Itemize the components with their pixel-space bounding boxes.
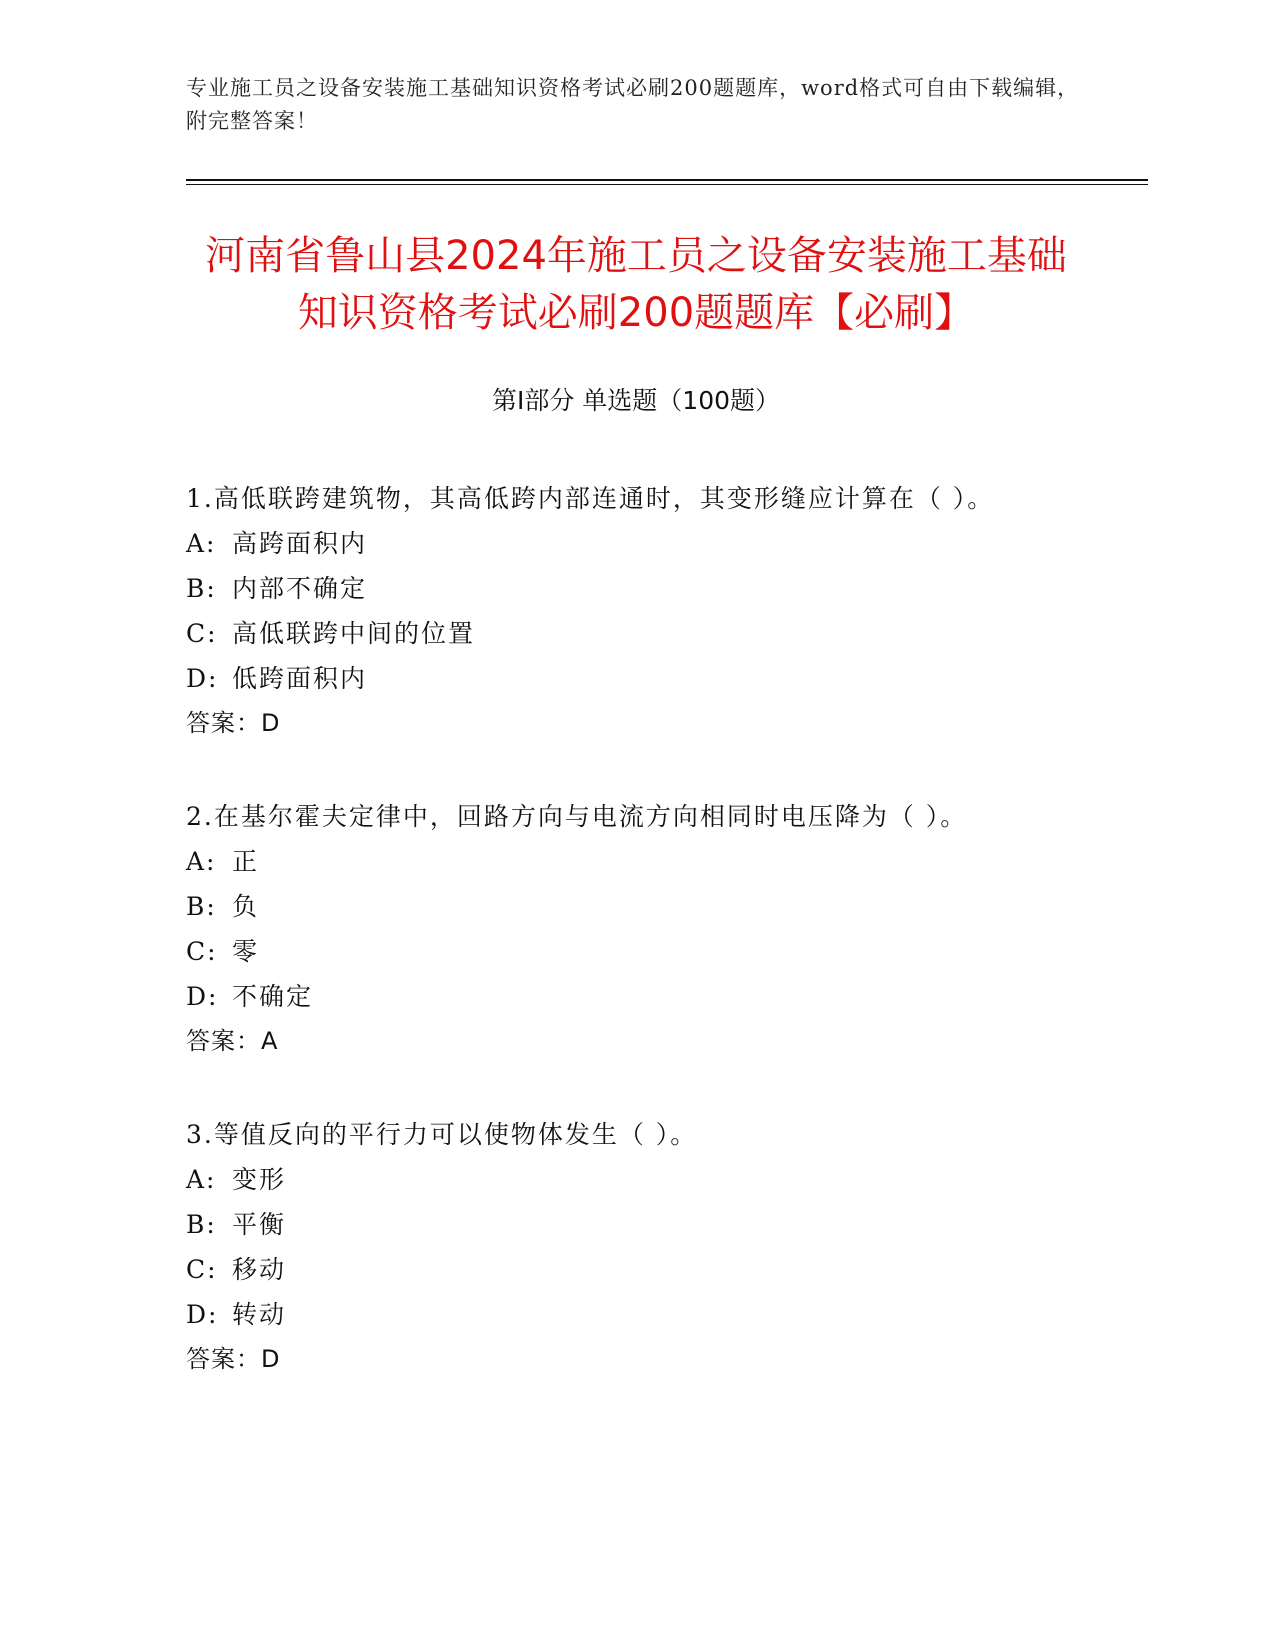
option-text: 高跨面积内 <box>232 529 368 558</box>
option-d <box>186 656 1146 701</box>
option-letter: C: <box>186 619 218 648</box>
option-d <box>186 1292 1146 1337</box>
question-stem: 1.高低联跨建筑物，其高低跨内部连通时，其变形缝应计算在（ ）。 <box>186 484 995 513</box>
option-b <box>186 566 1146 611</box>
option-text: 平衡 <box>232 1210 287 1239</box>
question-block <box>186 794 1146 1064</box>
answer-line: 答案：A <box>186 1027 279 1055</box>
option-text: 正 <box>232 847 260 876</box>
option-a <box>186 521 1146 566</box>
section-heading: 第Ⅰ部分 单选题（100题） <box>491 386 781 415</box>
option-text: 变形 <box>232 1165 287 1194</box>
option-text: 移动 <box>232 1255 287 1284</box>
document-title: 河南省鲁山县2024年施工员之设备安装施工基础知识资格考试必刷200题题库【必刷】 <box>205 233 1067 336</box>
header-divider-thick <box>186 179 1148 181</box>
option-text: 内部不确定 <box>232 574 368 603</box>
answer-line: 答案：D <box>186 709 281 737</box>
option-text: 低跨面积内 <box>232 664 368 693</box>
option-text: 高低联跨中间的位置 <box>232 619 476 648</box>
answer-line: 答案：D <box>186 1345 281 1373</box>
option-letter: B: <box>186 1210 217 1239</box>
option-text: 负 <box>232 892 260 921</box>
option-a <box>186 1157 1146 1202</box>
option-letter: D: <box>186 1300 219 1329</box>
option-letter: C: <box>186 937 218 966</box>
option-c <box>186 1247 1146 1292</box>
option-c <box>186 611 1146 656</box>
option-letter: D: <box>186 982 219 1011</box>
option-text: 零 <box>232 937 260 966</box>
option-letter: A: <box>186 529 217 558</box>
header-divider-thin <box>186 184 1148 185</box>
option-c <box>186 929 1146 974</box>
option-letter: D: <box>186 664 219 693</box>
option-text: 转动 <box>232 1300 287 1329</box>
option-b <box>186 884 1146 929</box>
header-note: 专业施工员之设备安装施工基础知识资格考试必刷200题题库，word格式可自由下载编辑，附完整答案！ <box>186 76 1080 133</box>
option-text: 不确定 <box>232 982 314 1011</box>
option-letter: C: <box>186 1255 218 1284</box>
option-letter: A: <box>186 1165 217 1194</box>
option-d <box>186 974 1146 1019</box>
question-block <box>186 1112 1146 1382</box>
option-letter: B: <box>186 892 217 921</box>
option-b <box>186 1202 1146 1247</box>
option-letter: A: <box>186 847 217 876</box>
option-letter: B: <box>186 574 217 603</box>
question-block <box>186 476 1146 746</box>
option-a <box>186 839 1146 884</box>
question-stem: 2.在基尔霍夫定律中，回路方向与电流方向相同时电压降为（ ）。 <box>186 802 968 831</box>
question-stem: 3.等值反向的平行力可以使物体发生（ ）。 <box>186 1120 698 1149</box>
